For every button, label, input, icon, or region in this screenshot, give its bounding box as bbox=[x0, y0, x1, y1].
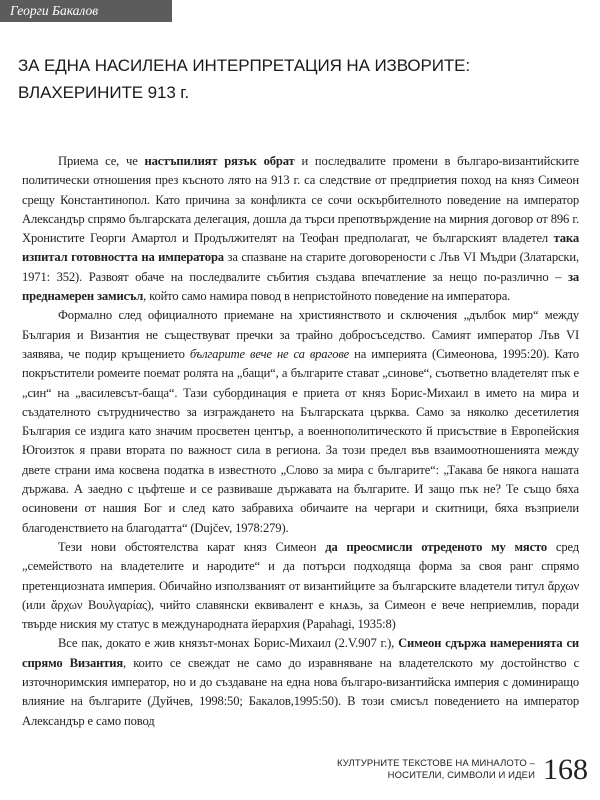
footer-publication-title bbox=[337, 758, 535, 782]
page-footer bbox=[337, 750, 588, 790]
text-run: за спазване на старите договорености с Лъв VI Мъдри (Златарски, 1971: 352). Развоят обаче на последвалите събития създава впечатление за нещо по-различно – bbox=[22, 250, 579, 284]
text-run: Формално след официалното приемане на християнството и сключения „дълбок мир“ между България и Византия не съществуват пречки за трайно добросъседство. Самият император Лъв VI заявява, че подир кръщението bbox=[22, 308, 579, 361]
text-run: Все пак, докато е жив князът-монах Борис-Михаил (2.V.907 г.), bbox=[58, 636, 399, 651]
article-body bbox=[22, 152, 579, 731]
text-run: Тези нови обстоятелства карат княз Симеон bbox=[58, 539, 326, 554]
text-run: на империята (Симеонова, 1995:20). Като покръстители ромеите поемат ролята на „бащи“, а българите стават „синове“, съответно владетелят пък е „син“ на „василевсът-баща“. Тази субординация е приета от княз Борис-Михаил в името на мира и създателното сътрудничество за изграждането на Българската църква. Само за няколко десетилетия България се издига като значим просветен център, а военнополитическото й присъствие в Европейския Югоизток я прави втората по важност сила в региона. За този предел във взаимоотношенията между двете страни има косвена податка в известното „Слово за мира с българите“: „Такава бе някога нашата държава. А заедно с цъфтеше и се развиваше държавата на българите. И защо пък не? Те също бяха осиновени от нашия Бог и след като забравиха обичаите на чергари и скитници, бяха възприели благоденствието на благодатта“ (Dujčev, 1978:279). bbox=[22, 346, 580, 535]
emphasis-bold: Симеон сдържа намеренията си спрямо Византия bbox=[22, 636, 579, 670]
article-title bbox=[18, 52, 578, 106]
emphasis-italic: българите вече не са врагове bbox=[189, 346, 350, 361]
text-run: , който само намира повод в непристойното поведение на императора. bbox=[143, 289, 511, 304]
emphasis-bold: настъпилият рязък обрат bbox=[144, 154, 295, 168]
body-paragraph bbox=[22, 306, 579, 538]
emphasis-bold: така изпитал готовността на императора bbox=[22, 231, 579, 265]
text-run: сред „семейството на владетелите и народите“ и да потърси подходяща форма за своя ранг спрямо претенциозната империя. Обичайно използваният от византийците за българските владетели титул ἄρχων (или ἄρχων Βουλγαρίας), чийто славянски еквивалент е кнѧзь, за Симеон е вече неприемлив, поради твърде ниския му статус в международната йерархия (Papahagi, 1935:8) bbox=[22, 539, 580, 632]
page-number: 168 bbox=[543, 753, 588, 786]
footer-title-line-2: НОСИТЕЛИ, СИМВОЛИ И ИДЕИ bbox=[387, 770, 535, 781]
article-title-line-2: ВЛАХЕРИНИТЕ 913 г. bbox=[18, 83, 189, 102]
emphasis-bold: да преосмисли отреденото му място bbox=[325, 539, 548, 554]
body-paragraph bbox=[22, 152, 579, 306]
text-run: и последвалите промени в българо-византийските политически отношения през късното лято на 913 г. са следствие от предприетия поход на княз Симеон срещу Константинопол. Като причина за конфликта се сочи оскърбителното поведение на император Александър спрямо българската делегация, дошла да търси препотвърждение на мирния договор от 896 г. Хронистите Георги Амартол и Продължителят на Теофан предполагат, че българският владетел bbox=[22, 154, 579, 246]
emphasis-bold: за преднамерен замисъл bbox=[22, 269, 579, 304]
text-run: Приема се, че bbox=[58, 154, 145, 168]
text-run: , които се свеждат не само до изравняване на владетелското му достойнство с източноримския император, но и до създаване на една нова българо-византийска империя с доминиращо влияние на българите (Дуйчев, 1998:50; Бакалов,1995:50). В този смисъл поведението на император Александър е само повод bbox=[22, 655, 580, 728]
body-paragraph bbox=[22, 634, 579, 730]
running-head-author: Георги Бакалов bbox=[0, 0, 172, 22]
article-title-line-1: ЗА ЕДНА НАСИЛЕНА ИНТЕРПРЕТАЦИЯ НА ИЗВОРИТЕ: bbox=[18, 56, 471, 75]
body-paragraph bbox=[22, 538, 579, 634]
footer-title-line-1: КУЛТУРНИТЕ ТЕКСТОВЕ НА МИНАЛОТО – bbox=[336, 758, 535, 769]
